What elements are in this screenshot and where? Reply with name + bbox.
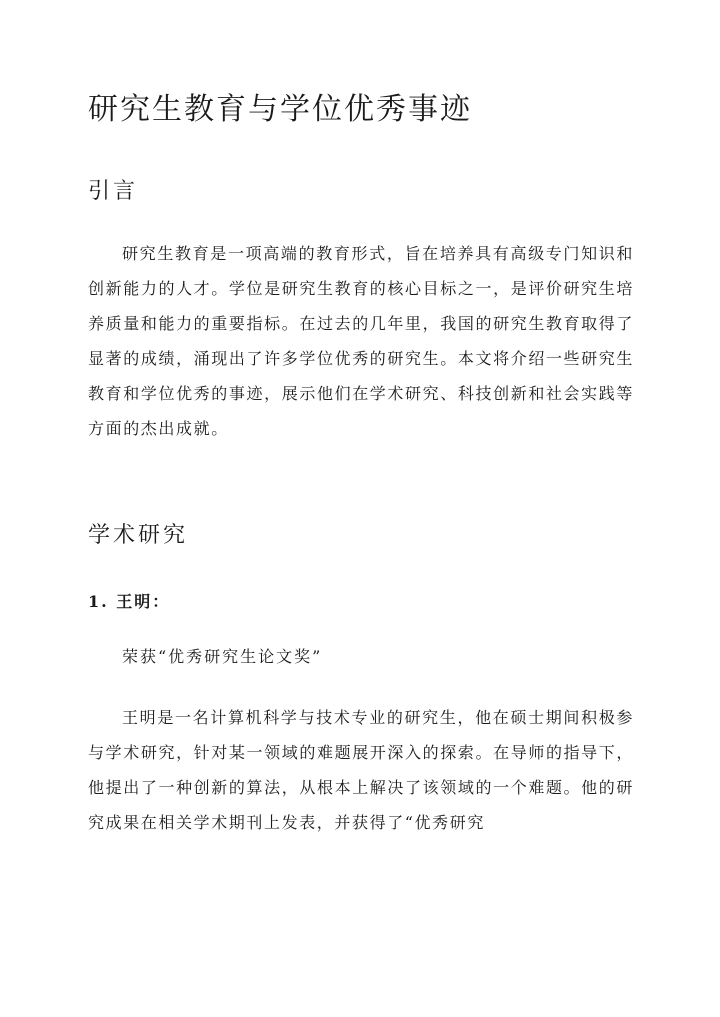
item-heading-wangming: 1. 王明： <box>88 592 171 611</box>
section-heading-academic: 学术研究 <box>88 523 189 548</box>
document-title: 研究生教育与学位优秀事迹 <box>88 92 472 127</box>
section-heading-intro: 引言 <box>88 179 139 204</box>
award-line: 荣获“优秀研究生论文奖” <box>122 647 323 666</box>
intro-paragraph: 研究生教育是一项高端的教育形式，旨在培养具有高级专门知识和创新能力的人才。学位是研究生教育的核心目标之一，是评价研究生培养质量和能力的重要指标。在过去的几年里，我国的研究生教育取得了显著的成绩，涌现出了许多学位优秀的研究生。本文将介绍一些研究生教育和学位优秀的事迹，展示他们在学术研究、科技创新和社会实践等方面的杰出成就。 <box>88 244 634 438</box>
wangming-paragraph: 王明是一名计算机科学与技术专业的研究生，他在硕士期间积极参与学术研究，针对某一领域的难题展开深入的探索。在导师的指导下，他提出了一种创新的算法，从根本上解决了该领域的一个难题。他的研究成果在相关学术期刊上发表，并获得了“优秀研究 <box>88 708 634 832</box>
